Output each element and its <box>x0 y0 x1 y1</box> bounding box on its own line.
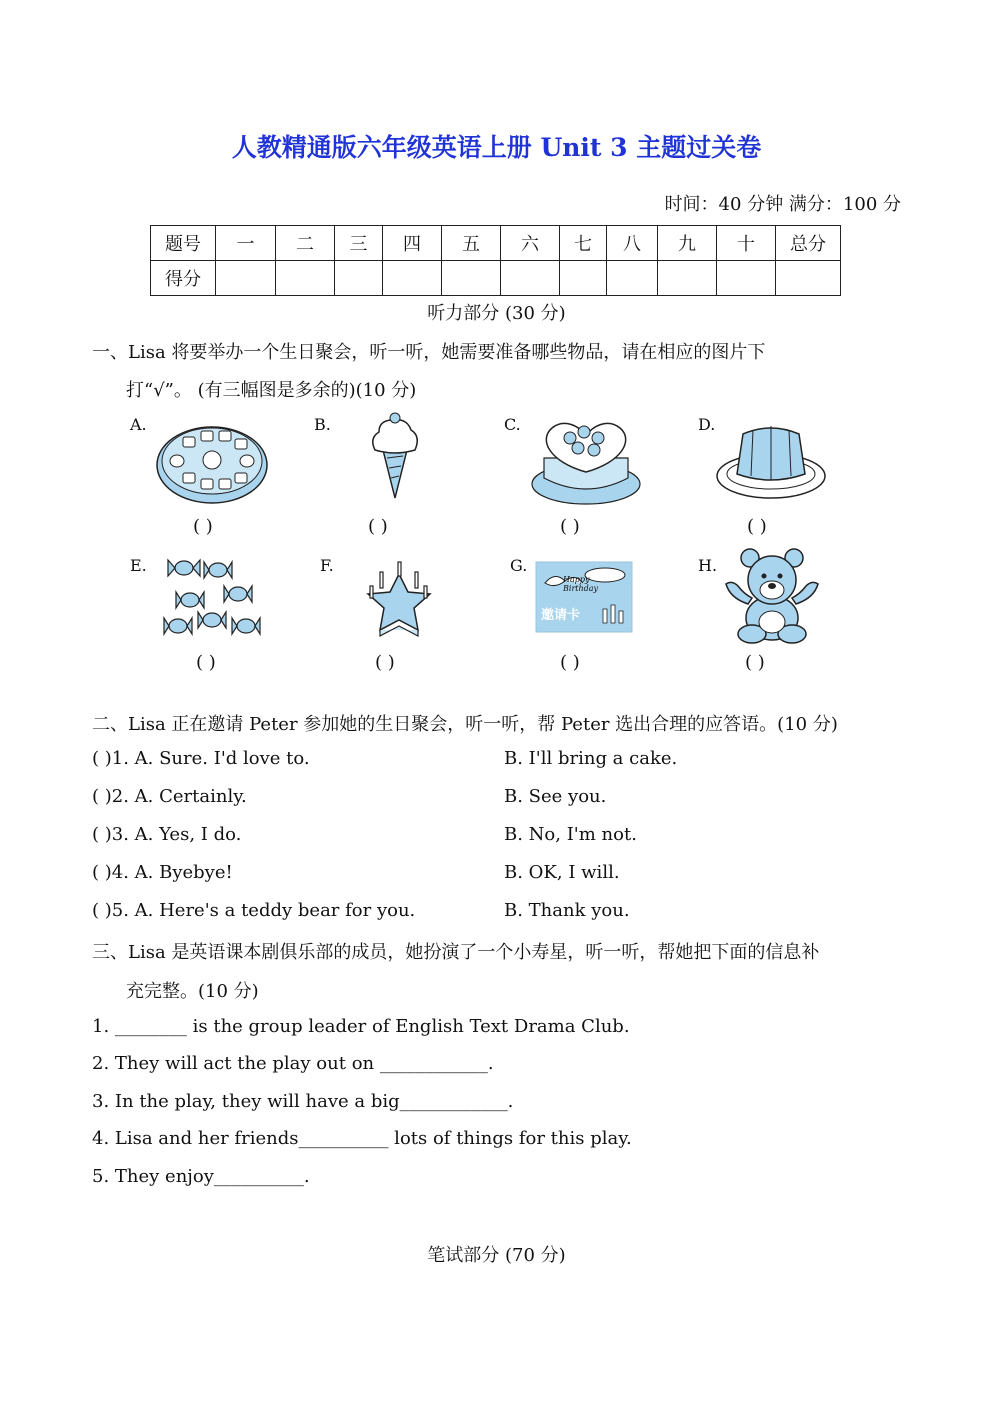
picture-label-b: B. <box>314 415 331 434</box>
section3-instruction-line1: 三、Lisa 是英语课本剧俱乐部的成员，她扮演了一个小寿星，听一听，帮她把下面的信息补 <box>92 942 820 963</box>
picture-label-h: H. <box>698 556 718 575</box>
row-label: 得分 <box>151 261 216 296</box>
score-cell[interactable] <box>442 261 501 296</box>
header-cell: 六 <box>501 226 560 261</box>
section2-question-left[interactable]: ( )2. A. Certainly. <box>92 786 247 807</box>
header-cell: 五 <box>442 226 501 261</box>
section3-fill-item[interactable]: 4. Lisa and her friends__________ lots of things for this play. <box>92 1128 632 1149</box>
score-cell[interactable] <box>335 261 383 296</box>
header-cell: 三 <box>335 226 383 261</box>
header-cell: 一 <box>216 226 276 261</box>
header-cell: 题号 <box>151 226 216 261</box>
chocolate-box-icon[interactable] <box>155 415 270 507</box>
jelly-icon[interactable] <box>715 418 827 502</box>
section2-question-left[interactable]: ( )5. A. Here's a teddy bear for you. <box>92 900 416 921</box>
section1-instruction-line2: 打“√”。 (有三幅图是多余的)(10 分) <box>126 380 417 401</box>
section2-question-right: B. I'll bring a cake. <box>504 748 678 769</box>
section3-fill-item[interactable]: 2. They will act the play out on ____________. <box>92 1053 494 1074</box>
card-small-text: Happy Birthday <box>563 575 599 593</box>
header-cell: 二 <box>276 226 335 261</box>
score-cell[interactable] <box>717 261 776 296</box>
candies-icon[interactable] <box>160 550 262 642</box>
section2-instruction: 二、Lisa 正在邀请 Peter 参加她的生日聚会，听一听，帮 Peter 选出合理的应答语。(10 分) <box>92 714 838 735</box>
score-table-header-row <box>151 226 841 261</box>
star-birthday-cake-icon[interactable] <box>358 560 440 640</box>
picture-label-d: D. <box>698 415 716 434</box>
answer-paren-d[interactable]: ( ) <box>747 516 767 537</box>
picture-label-f: F. <box>320 556 334 575</box>
card-text: 邀请卡 <box>541 608 581 623</box>
score-cell[interactable] <box>383 261 442 296</box>
score-cell[interactable] <box>501 261 560 296</box>
section2-question-left[interactable]: ( )1. A. Sure. I'd love to. <box>92 748 310 769</box>
header-cell: 十 <box>717 226 776 261</box>
teddy-bear-icon[interactable] <box>722 546 822 644</box>
score-cell[interactable] <box>216 261 276 296</box>
answer-paren-h[interactable]: ( ) <box>745 652 765 673</box>
section1-instruction-line1: 一、Lisa 将要举办一个生日聚会，听一听，她需要准备哪些物品，请在相应的图片下 <box>92 342 766 363</box>
section2-question-left[interactable]: ( )3. A. Yes, I do. <box>92 824 242 845</box>
picture-label-a: A. <box>130 415 147 434</box>
answer-paren-c[interactable]: ( ) <box>560 516 580 537</box>
section3-fill-item[interactable]: 3. In the play, they will have a big____________. <box>92 1091 514 1112</box>
heart-cake-icon[interactable] <box>530 410 642 506</box>
score-cell[interactable] <box>776 261 841 296</box>
ice-cream-cone-icon[interactable] <box>365 412 425 500</box>
section2-question-right: B. Thank you. <box>504 900 630 921</box>
answer-paren-g[interactable]: ( ) <box>560 652 580 673</box>
header-cell: 四 <box>383 226 442 261</box>
score-cell[interactable] <box>560 261 607 296</box>
section2-question-right: B. OK, I will. <box>504 862 620 883</box>
answer-paren-b[interactable]: ( ) <box>368 516 388 537</box>
answer-paren-a[interactable]: ( ) <box>193 516 213 537</box>
answer-paren-f[interactable]: ( ) <box>375 652 395 673</box>
section3-fill-item[interactable]: 1. ________ is the group leader of English Text Drama Club. <box>92 1016 630 1037</box>
picture-label-e: E. <box>130 556 147 575</box>
picture-label-g: G. <box>510 556 528 575</box>
picture-label-c: C. <box>504 415 521 434</box>
time-info: 时间：40 分钟 满分：100 分 <box>664 194 901 215</box>
answer-paren-e[interactable]: ( ) <box>196 652 216 673</box>
page-title: 人教精通版六年级英语上册 Unit 3 主题过关卷 <box>231 133 762 162</box>
section2-question-right: B. No, I'm not. <box>504 824 637 845</box>
header-cell: 七 <box>560 226 607 261</box>
listening-header: 听力部分 (30 分) <box>427 303 566 324</box>
score-cell[interactable] <box>658 261 717 296</box>
header-cell: 八 <box>607 226 658 261</box>
writing-header: 笔试部分 (70 分) <box>427 1245 566 1266</box>
header-cell: 九 <box>658 226 717 261</box>
score-table-score-row <box>151 261 841 296</box>
section2-question-left[interactable]: ( )4. A. Byebye! <box>92 862 233 883</box>
section2-question-right: B. See you. <box>504 786 607 807</box>
score-cell[interactable] <box>276 261 335 296</box>
section3-instruction-line2: 充完整。(10 分) <box>126 981 259 1002</box>
section3-fill-item[interactable]: 5. They enjoy__________. <box>92 1166 310 1187</box>
header-cell: 总分 <box>776 226 841 261</box>
score-cell[interactable] <box>607 261 658 296</box>
score-table <box>150 225 841 296</box>
